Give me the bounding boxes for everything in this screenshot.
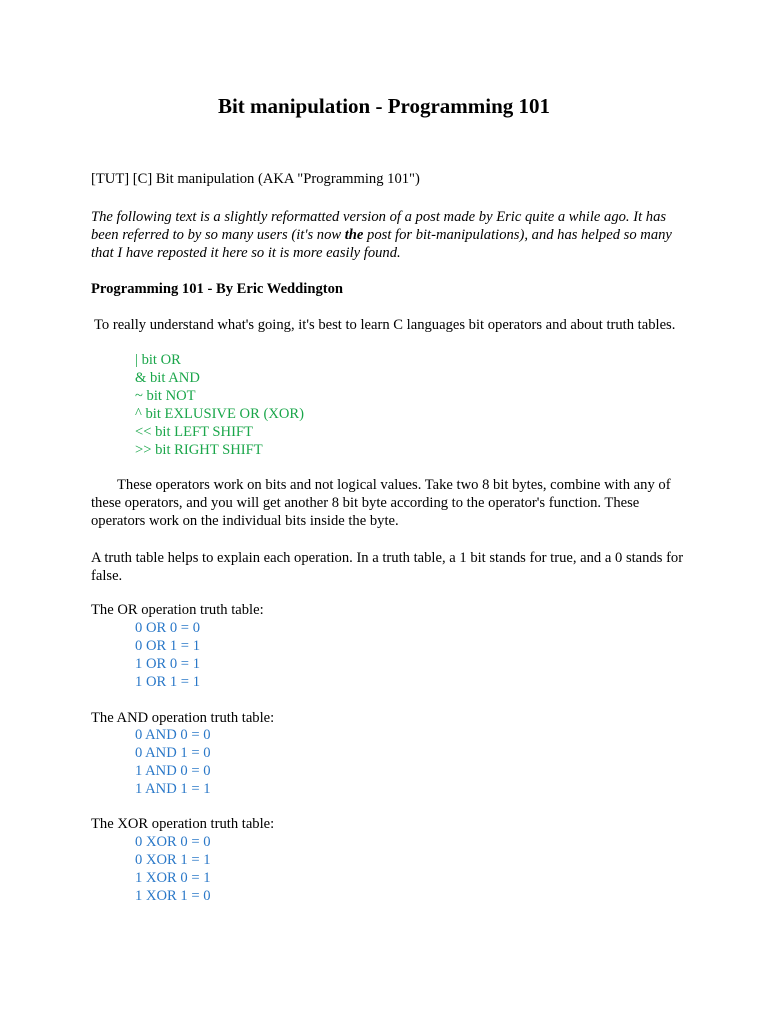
table-row: 1 XOR 0 = 1 — [135, 870, 211, 886]
table-row: 0 AND 0 = 0 — [135, 727, 211, 743]
table-row: 0 XOR 0 = 0 — [135, 834, 211, 850]
page-title: Bit manipulation - Programming 101 — [217, 94, 551, 118]
paragraph-truth-table: A truth table helps to explain each operation. In a truth table, a 1 bit stands for true, and a 0 stands for false. — [91, 550, 684, 584]
list-item: >> bit RIGHT SHIFT — [135, 442, 263, 458]
list-item: & bit AND — [135, 370, 200, 386]
table-row: 0 OR 0 = 0 — [135, 620, 200, 636]
intro-text-start: The following text is a slightly reformatted version of a post made by Eric quite a while ago. It has been referred to by so many users (it's now — [91, 209, 667, 243]
and-table-heading: The AND operation truth table: — [91, 710, 275, 726]
table-row: 1 OR 0 = 1 — [135, 656, 200, 672]
xor-table-heading: The XOR operation truth table: — [91, 816, 275, 832]
table-row: 1 AND 1 = 1 — [135, 781, 211, 797]
table-row: 1 XOR 1 = 0 — [135, 888, 211, 904]
table-row: 0 OR 1 = 1 — [135, 638, 200, 654]
intro-bold-word: the — [344, 227, 364, 243]
or-table-heading: The OR operation truth table: — [91, 602, 264, 618]
or-truth-table — [135, 619, 635, 691]
xor-truth-table — [135, 833, 635, 905]
table-row: 0 XOR 1 = 1 — [135, 852, 211, 868]
intro-paragraph — [91, 208, 691, 262]
byline: Programming 101 - By Eric Weddington — [91, 281, 344, 297]
operator-list — [135, 351, 635, 459]
list-item: | bit OR — [135, 352, 181, 368]
table-row: 1 AND 0 = 0 — [135, 763, 211, 779]
table-row: 1 OR 1 = 1 — [135, 674, 200, 690]
paragraph-intro-operators: To really understand what's going, it's best to learn C languages bit operators and about truth tables. — [94, 317, 676, 333]
paragraph-operators-explained: These operators work on bits and not logical values. Take two 8 bit bytes, combine with any of these operators, and you will get another 8 bit byte according to the operator's function. These operators work on the individual bits inside the byte. — [91, 477, 671, 529]
list-item: ^ bit EXLUSIVE OR (XOR) — [135, 406, 304, 422]
table-row: 0 AND 1 = 0 — [135, 745, 211, 761]
list-item: ~ bit NOT — [135, 388, 196, 404]
list-item: << bit LEFT SHIFT — [135, 424, 253, 440]
subtitle: [TUT] [C] Bit manipulation (AKA "Programming 101") — [91, 171, 420, 187]
and-truth-table — [135, 726, 635, 798]
intro-text-end: post for bit-manipulations), and has helped so many that I have reposted it here so it is more easily found. — [91, 227, 672, 261]
